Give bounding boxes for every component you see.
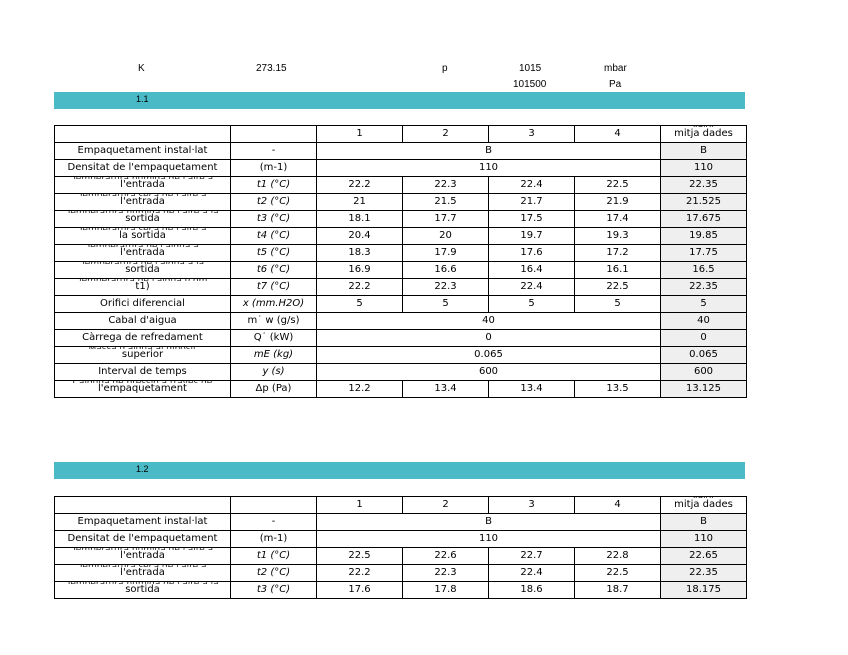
- row-label-text: superior: [121, 349, 164, 360]
- average-value: 22.35: [661, 279, 747, 296]
- measurement-value: 13.4: [489, 381, 575, 398]
- measurement-value: 16.1: [575, 262, 661, 279]
- row-label-text: l'empaquetament: [98, 383, 187, 394]
- row-symbol: t6 (°C): [231, 262, 317, 279]
- row-label-text: Interval de temps: [98, 366, 187, 377]
- row-symbol: t7 (°C): [231, 279, 317, 296]
- measurement-value: 19.7: [489, 228, 575, 245]
- table-row: [55, 160, 747, 177]
- measurement-value: 22.2: [317, 177, 403, 194]
- average-value: 110: [661, 531, 747, 548]
- row-symbol: t5 (°C): [231, 245, 317, 262]
- measurement-value: 17.2: [575, 245, 661, 262]
- row-label: [55, 565, 231, 582]
- row-symbol: (m-1): [231, 160, 317, 177]
- table-row: [55, 330, 747, 347]
- row-symbol: t1 (°C): [231, 548, 317, 565]
- average-value: B: [661, 143, 747, 160]
- merged-value: 0: [317, 330, 661, 347]
- measurement-value: 22.2: [317, 565, 403, 582]
- table-row: [55, 347, 747, 364]
- measurement-value: 17.8: [403, 582, 489, 599]
- table-row: [55, 565, 747, 582]
- row-label-text: l'entrada: [120, 567, 165, 578]
- row-label-overflow: [55, 279, 230, 282]
- measurement-value: 22.5: [575, 177, 661, 194]
- table-row: [55, 279, 747, 296]
- data-table-1-1: [54, 125, 747, 398]
- merged-value: 110: [317, 160, 661, 177]
- measurement-value: 17.5: [489, 211, 575, 228]
- table-row: [55, 262, 747, 279]
- row-label-text: l'entrada: [120, 179, 165, 190]
- row-label: [55, 211, 231, 228]
- average-value: 18.175: [661, 582, 747, 599]
- measurement-value: 22.4: [489, 279, 575, 296]
- row-label-text: sortida: [125, 264, 160, 275]
- row-symbol: t1 (°C): [231, 177, 317, 194]
- row-label-overflow: [55, 211, 230, 214]
- average-value: 5: [661, 296, 747, 313]
- row-label: [55, 262, 231, 279]
- row-label-overflow: [55, 347, 230, 350]
- table-row: [55, 514, 747, 531]
- row-symbol: (m-1): [231, 531, 317, 548]
- row-label-text: Empaquetament instal·lat: [77, 516, 208, 527]
- merged-value: 40: [317, 313, 661, 330]
- row-label: [55, 364, 231, 381]
- row-label: [55, 313, 231, 330]
- row-label: [55, 330, 231, 347]
- measurement-value: 16.4: [489, 262, 575, 279]
- row-symbol: x (mm.H2O): [231, 296, 317, 313]
- row-label: [55, 279, 231, 296]
- measurement-value: 13.4: [403, 381, 489, 398]
- row-label-text: la sortida: [119, 230, 166, 241]
- row-symbol: -: [231, 143, 317, 160]
- header-cell: 4: [575, 497, 661, 514]
- measurement-value: 17.7: [403, 211, 489, 228]
- measurement-value: 17.6: [317, 582, 403, 599]
- header-cell: [55, 126, 231, 143]
- measurement-value: 18.3: [317, 245, 403, 262]
- row-label-overflow: [55, 245, 230, 248]
- average-value: 17.675: [661, 211, 747, 228]
- header-label: mitja dades: [674, 128, 733, 139]
- average-value: 0: [661, 330, 747, 347]
- table-row: [55, 296, 747, 313]
- measurement-value: 5: [489, 296, 575, 313]
- row-symbol: -: [231, 514, 317, 531]
- measurement-value: 22.3: [403, 565, 489, 582]
- row-label-text: sortida: [125, 213, 160, 224]
- measurement-value: 18.6: [489, 582, 575, 599]
- row-label: [55, 228, 231, 245]
- average-value: 600: [661, 364, 747, 381]
- row-label-overflow: [55, 565, 230, 568]
- row-label: [55, 381, 231, 398]
- measurement-value: 18.1: [317, 211, 403, 228]
- p-unit-pa: Pa: [609, 79, 622, 90]
- table-row: [55, 143, 747, 160]
- p-label: p: [442, 63, 448, 74]
- header-cell: 3: [489, 126, 575, 143]
- merged-value: B: [317, 143, 661, 160]
- p-value-pa: 101500: [513, 79, 547, 90]
- table-row: [55, 364, 747, 381]
- merged-value: B: [317, 514, 661, 531]
- average-value: B: [661, 514, 747, 531]
- measurement-value: 22.4: [489, 177, 575, 194]
- header-ghost-text: [661, 126, 746, 128]
- row-symbol: Q˙ (kW): [231, 330, 317, 347]
- row-label-text: Densitat de l'empaquetament: [67, 162, 218, 173]
- row-label-overflow: [55, 582, 230, 585]
- measurement-value: 12.2: [317, 381, 403, 398]
- row-label: [55, 177, 231, 194]
- row-label-overflow: [55, 262, 230, 265]
- table-row: [55, 211, 747, 228]
- measurement-value: 20: [403, 228, 489, 245]
- row-symbol: t2 (°C): [231, 194, 317, 211]
- average-value: 110: [661, 160, 747, 177]
- table-row: [55, 228, 747, 245]
- measurement-value: 22.5: [317, 548, 403, 565]
- row-label: [55, 347, 231, 364]
- row-label-text: Càrrega de refredament: [82, 332, 203, 343]
- k-label: K: [138, 63, 145, 74]
- measurement-value: 5: [403, 296, 489, 313]
- average-value: 22.35: [661, 177, 747, 194]
- header-cell: [231, 497, 317, 514]
- measurement-value: 20.4: [317, 228, 403, 245]
- row-label-overflow: [55, 381, 230, 384]
- merged-value: 0.065: [317, 347, 661, 364]
- row-label-overflow: [55, 177, 230, 180]
- row-label-overflow: [55, 194, 230, 197]
- header-cell: 4: [575, 126, 661, 143]
- measurement-value: 22.5: [575, 565, 661, 582]
- row-label: [55, 582, 231, 599]
- row-label: [55, 531, 231, 548]
- section-band-1-1: [54, 92, 745, 109]
- average-value: 19.85: [661, 228, 747, 245]
- measurement-value: 5: [317, 296, 403, 313]
- row-label: [55, 548, 231, 565]
- measurement-value: 21.5: [403, 194, 489, 211]
- header-ghost-text: [661, 497, 746, 499]
- row-symbol: t3 (°C): [231, 211, 317, 228]
- measurement-value: 22.3: [403, 279, 489, 296]
- row-symbol: mE (kg): [231, 347, 317, 364]
- measurement-value: 21: [317, 194, 403, 211]
- header-cell: [231, 126, 317, 143]
- average-value: 21.525: [661, 194, 747, 211]
- row-symbol: t3 (°C): [231, 582, 317, 599]
- row-label-text: l'entrada: [120, 247, 165, 258]
- table-row: [55, 313, 747, 330]
- k-value: 273.15: [256, 63, 287, 74]
- row-label-text: Empaquetament instal·lat: [77, 145, 208, 156]
- measurement-value: 17.6: [489, 245, 575, 262]
- measurement-value: 18.7: [575, 582, 661, 599]
- table-row: [55, 381, 747, 398]
- measurement-value: 22.5: [575, 279, 661, 296]
- row-label-text: sortida: [125, 584, 160, 595]
- average-value: 13.125: [661, 381, 747, 398]
- row-label-text: l'entrada: [120, 196, 165, 207]
- measurement-value: 21.7: [489, 194, 575, 211]
- average-value: 22.65: [661, 548, 747, 565]
- row-label-text: l'entrada: [120, 550, 165, 561]
- table-row: [55, 245, 747, 262]
- section-band-1-2: [54, 462, 745, 479]
- header-cell: 2: [403, 497, 489, 514]
- average-value: 40: [661, 313, 747, 330]
- data-table-1-2: [54, 496, 747, 599]
- row-symbol: m˙ w (g/s): [231, 313, 317, 330]
- row-symbol: y (s): [231, 364, 317, 381]
- table-row: [55, 177, 747, 194]
- row-label-text: Densitat de l'empaquetament: [67, 533, 218, 544]
- row-label-overflow: [55, 228, 230, 231]
- table-row: [55, 531, 747, 548]
- measurement-value: 22.2: [317, 279, 403, 296]
- header-cell: 2: [403, 126, 489, 143]
- section-title: 1.2: [136, 464, 149, 474]
- table-row: [55, 194, 747, 211]
- row-label: [55, 194, 231, 211]
- row-label: [55, 296, 231, 313]
- measurement-value: 22.4: [489, 565, 575, 582]
- average-value: 0.065: [661, 347, 747, 364]
- average-value: 16.5: [661, 262, 747, 279]
- header-row: [55, 126, 747, 143]
- measurement-value: 22.6: [403, 548, 489, 565]
- measurement-value: 16.6: [403, 262, 489, 279]
- row-label-text: Orifici diferencial: [100, 298, 185, 309]
- measurement-value: 19.3: [575, 228, 661, 245]
- measurement-value: 22.8: [575, 548, 661, 565]
- header-cell: 3: [489, 497, 575, 514]
- measurement-value: 21.9: [575, 194, 661, 211]
- measurement-value: 22.7: [489, 548, 575, 565]
- header-cell: 1: [317, 497, 403, 514]
- table-row: [55, 548, 747, 565]
- row-label: [55, 143, 231, 160]
- header-row: [55, 497, 747, 514]
- measurement-value: 16.9: [317, 262, 403, 279]
- merged-value: 110: [317, 531, 661, 548]
- average-value: 17.75: [661, 245, 747, 262]
- row-symbol: Δp (Pa): [231, 381, 317, 398]
- measurement-value: 17.9: [403, 245, 489, 262]
- section-title: 1.1: [136, 94, 149, 104]
- header-label: mitja dades: [674, 499, 733, 510]
- table-row: [55, 582, 747, 599]
- measurement-value: 13.5: [575, 381, 661, 398]
- measurement-value: 5: [575, 296, 661, 313]
- p-unit-mbar: mbar: [604, 63, 627, 74]
- row-label-text: t1): [135, 281, 150, 292]
- row-label: [55, 514, 231, 531]
- header-average: [661, 497, 747, 514]
- merged-value: 600: [317, 364, 661, 381]
- row-label-overflow: [55, 548, 230, 551]
- row-label: [55, 245, 231, 262]
- measurement-value: 22.3: [403, 177, 489, 194]
- row-symbol: t4 (°C): [231, 228, 317, 245]
- average-value: 22.35: [661, 565, 747, 582]
- header-cell: [55, 497, 231, 514]
- header-average: [661, 126, 747, 143]
- measurement-value: 17.4: [575, 211, 661, 228]
- header-cell: 1: [317, 126, 403, 143]
- row-label: [55, 160, 231, 177]
- p-value-mbar: 1015: [519, 63, 542, 74]
- row-label-text: Cabal d'aigua: [108, 315, 177, 326]
- row-symbol: t2 (°C): [231, 565, 317, 582]
